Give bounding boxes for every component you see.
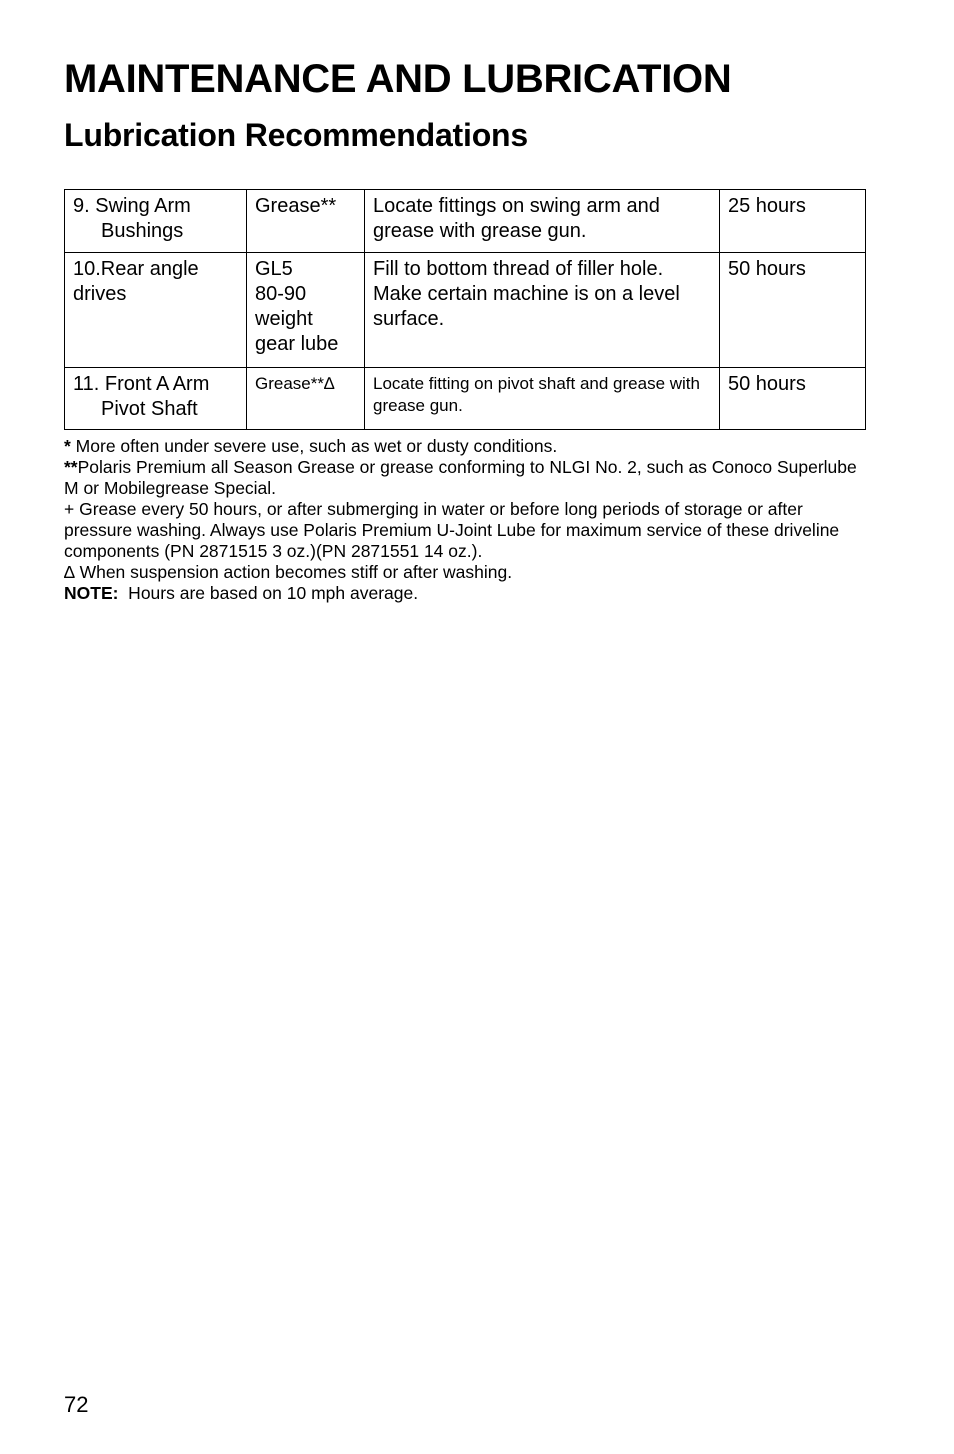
note-hours (64, 583, 874, 604)
lubricant-label: Grease**∆ (255, 374, 335, 393)
table-row (65, 190, 866, 253)
footnote-grease (64, 457, 874, 499)
item-label: 10.Rear angle drives (73, 258, 199, 305)
lubrication-table (64, 189, 866, 430)
footnote-driveline: + Grease every 50 hours, or after submerging in water or before long periods of storage or after pressure washing. Always use Polaris Premium U-Joint Lube for maximum service of these driveline components (PN 2871515 3 oz.)(PN 2871551 14 oz.). (64, 499, 840, 561)
method-cell: Locate fitting on pivot shaft and grease with grease gun. (365, 368, 720, 430)
lubricant-line: 80-90 (255, 283, 307, 305)
table-row (65, 368, 866, 430)
note-label: NOTE: (64, 583, 119, 603)
item-cell (65, 253, 247, 368)
lubricant-line: GL5 (255, 258, 293, 280)
method-cell: Fill to bottom thread of filler hole. Make certain machine is on a level surface. (365, 253, 720, 368)
footnote-suspension: ∆ When suspension action becomes stiff or after washing. (64, 562, 513, 582)
method-cell: Locate fittings on swing arm and grease with grease gun. (365, 190, 720, 253)
page-title: MAINTENANCE AND LUBRICATION (64, 57, 732, 101)
footnote-marker: * (64, 436, 71, 456)
footnote-text: More often under severe use, such as wet or dusty conditions. (70, 436, 558, 456)
frequency-cell: 50 hours (720, 368, 866, 430)
lubricant-cell (247, 253, 365, 368)
table-row (65, 253, 866, 368)
lubricant-label: Grease** (255, 195, 337, 217)
item-cell (65, 368, 247, 430)
footnote-text: Polaris Premium all Season Grease or grease conforming to NLGI No. 2, such as Conoco Superlube M or Mobilegrease Special. (64, 457, 857, 498)
footnotes (64, 436, 874, 604)
lubricant-line: weight (255, 308, 313, 330)
footnote-severe-use (64, 436, 874, 457)
section-title: Lubrication Recommendations (64, 117, 528, 153)
lubricant-cell (247, 190, 365, 253)
note-text: Hours are based on 10 mph average. (118, 583, 419, 603)
item-label: 11. Front A Arm Pivot Shaft (73, 373, 210, 420)
lubricant-line: gear lube (255, 333, 339, 355)
footnote-marker: ** (64, 457, 78, 477)
lubricant-cell (247, 368, 365, 430)
page-number: 72 (64, 1392, 89, 1417)
frequency-cell: 25 hours (720, 190, 866, 253)
frequency-cell: 50 hours (720, 253, 866, 368)
item-label: 9. Swing Arm Bushings (73, 195, 191, 242)
item-cell (65, 190, 247, 253)
